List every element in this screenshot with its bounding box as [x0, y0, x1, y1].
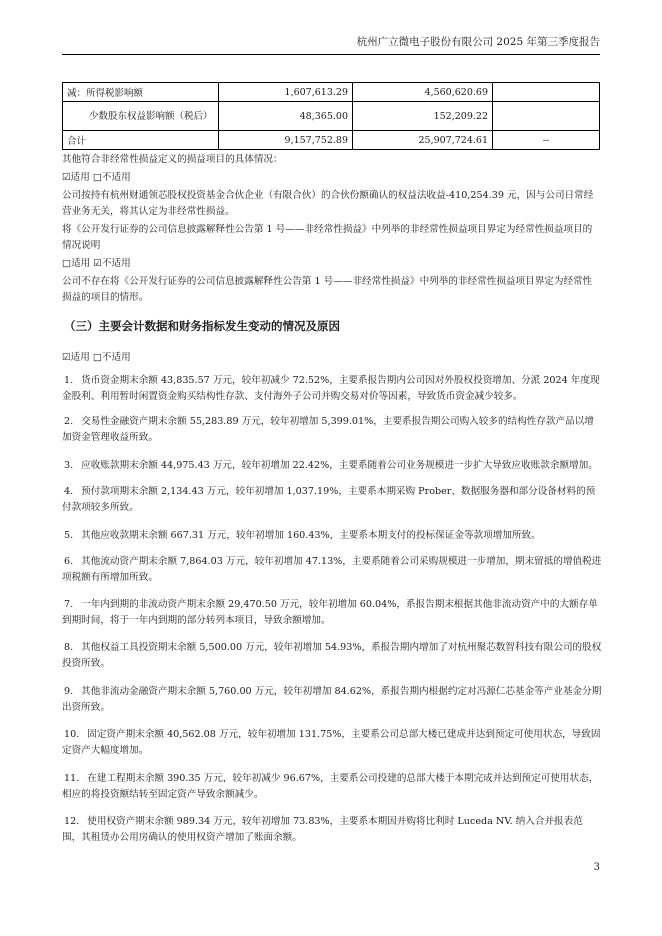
other-items-text: 公司按持有杭州财通领芯股权投资基金合伙企业（有限合伙）的合伙份额确认的权益法收益-410,254.39 元，因与公司日常经营业务无关，将其认定为非经常性损益。: [62, 190, 594, 217]
row-value-current: 1,607,613.29: [219, 83, 353, 102]
applicable-check-1: ☑适用 □不适用: [62, 172, 131, 183]
row-label: 减：所得税影响额: [63, 83, 219, 102]
item-number: 6.: [64, 556, 74, 567]
item-text: 其他应收款期末余额 667.31 万元，较年初增加 160.43%，主要系本期支付的投标保证金等款项增加所致。: [81, 530, 541, 541]
applicable-check-3: ☑适用 □不适用: [62, 352, 131, 363]
other-items-intro: 其他符合非经常性损益定义的损益项目的具体情况：: [62, 154, 283, 165]
item-text: 使用权资产期末余额 989.34 万元，较年初增加 73.83%，主要系本期因并购将比利时 Luceda NV. 纳入合并报表范围，其租赁办公用房确认的使用权资产增加了账面余额。: [62, 816, 583, 843]
row-note: [493, 102, 600, 131]
item-text: 货币资金期末余额 43,835.57 万元，较年初减少 72.52%，主要系报告期内公司因对外股权投资增加、分派 2024 年度现金股利、利用暂时闲置资金购买结构性存款、支付海外子公司并购交易对价等因素，导致货币资金减少较多。: [62, 375, 600, 402]
table-row: [63, 102, 600, 131]
row-value-ytd: 25,907,724.61: [353, 131, 493, 150]
item-text: 在建工程期末余额 390.35 万元，较年初减少 96.67%，主要系公司投建的总部大楼于本期完成并达到预定可使用状态，相应的将投资额结转至固定资产导致余额减少。: [62, 773, 599, 800]
item-text: 其他权益工具投资期末余额 5,500.00 万元，较年初增加 54.93%，系报告期内增加了对杭州聚芯数智科技有限公司的股权投资所致。: [62, 642, 602, 669]
reclass-text: 公司不存在将《公开发行证券的公司信息披露解释性公告第 1 号——非经常性损益》中列举的非经常性损益项目界定为经常性损益的项目的情形。: [62, 276, 593, 303]
row-value-current: 9,157,752.89: [219, 131, 353, 150]
row-note: [493, 83, 600, 102]
item-number: 10.: [64, 729, 80, 740]
list-item: [62, 414, 602, 446]
list-item: [62, 458, 602, 474]
list-item: [62, 597, 602, 629]
report-title: 杭州广立微电子股份有限公司 2025 年第三季度报告: [356, 36, 600, 48]
item-text: 一年内到期的非流动资产期末余额 29,470.50 万元，较年初增加 60.04%，系报告期末根据其他非流动资产中的大额存单到期时间，将于一年内到期的部分转列本项目，导致余额增加。: [62, 599, 598, 626]
item-number: 8.: [64, 642, 74, 653]
list-item: [62, 484, 602, 516]
list-item: [62, 684, 602, 716]
list-item: [62, 528, 602, 544]
list-item: [62, 373, 602, 405]
table-row: [63, 131, 600, 150]
row-value-ytd: 4,560,620.69: [353, 83, 493, 102]
item-text: 预付款项期末余额 2,134.43 万元，较年初增加 1,037.19%，主要系本期采购 Prober、数据服务器和部分设备材料的预付款项较多所致。: [62, 486, 596, 513]
item-number: 3.: [64, 460, 74, 471]
applicable-check-2: □适用 ☑不适用: [62, 258, 131, 269]
item-number: 9.: [64, 686, 74, 697]
row-label: 合计: [63, 131, 219, 150]
row-label: 少数股东权益影响额（税后）: [63, 102, 219, 131]
item-text: 其他流动资产期末余额 7,864.03 万元，较年初增加 47.13%，主要系随着公司采购规模进一步增加，期末留抵的增值税进项税额有所增加所致。: [62, 556, 602, 583]
item-number: 2.: [64, 416, 74, 427]
item-number: 5.: [64, 530, 74, 541]
item-number: 7.: [64, 599, 74, 610]
item-number: 12.: [64, 816, 80, 827]
row-value-ytd: 152,209.22: [353, 102, 493, 131]
section-title: （三）主要会计数据和财务指标发生变动的情况及原因: [64, 319, 340, 333]
item-text: 交易性金融资产期末余额 55,283.89 万元，较年初增加 5,399.01%，主要系报告期公司购入较多的结构性存款产品以增加资金管理收益所致。: [62, 416, 594, 443]
table-row: [63, 83, 600, 102]
item-number: 4.: [64, 486, 74, 497]
item-number: 11.: [64, 773, 80, 784]
list-item: [62, 771, 602, 803]
reclass-intro: 将《公开发行证券的公司信息披露解释性公告第 1 号——非经常性损益》中列举的非经常性损益项目界定为经常性损益项目的情况说明: [62, 224, 593, 251]
page-header: [62, 34, 600, 55]
item-text: 应收账款期末余额 44,975.43 万元，较年初增加 22.42%，主要系随着公司业务规模进一步扩大导致应收账款余额增加。: [81, 460, 598, 471]
page-number: 3: [593, 862, 600, 873]
item-number: 1.: [64, 375, 74, 386]
list-item: [62, 727, 602, 759]
row-value-current: 48,365.00: [219, 102, 353, 131]
list-item: [62, 554, 602, 586]
list-item: [62, 640, 602, 672]
item-text: 固定资产期末余额 40,562.08 万元，较年初增加 131.75%，主要系公司总部大楼已建成并达到预定可使用状态，导致固定资产大幅度增加。: [62, 729, 601, 756]
list-item: [62, 814, 602, 846]
non-recurring-table: [62, 82, 600, 150]
row-note: --: [493, 131, 600, 150]
item-text: 其他非流动金融资产期末余额 5,760.00 万元，较年初增加 84.62%，系报告期内根据约定对冯源仁芯基金等产业基金分期出资所致。: [62, 686, 602, 713]
